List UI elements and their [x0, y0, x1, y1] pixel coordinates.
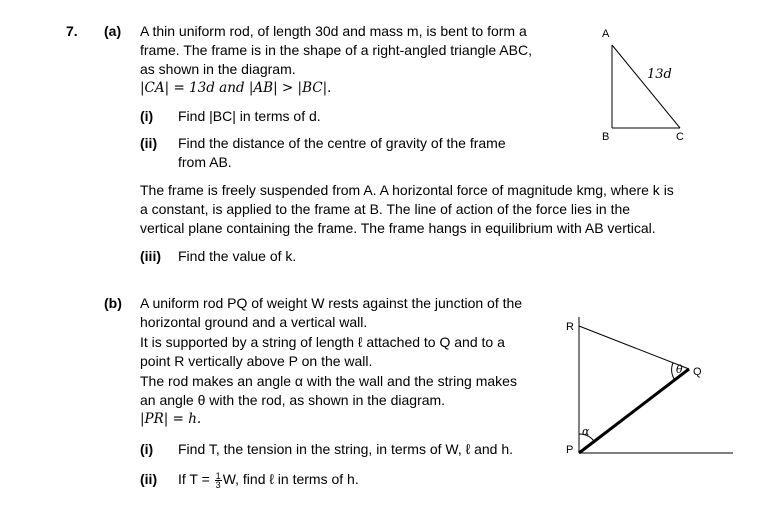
part-a-intro-line-4: |CA| = 13d and |AB| > |BC|.: [140, 80, 332, 96]
part-b-intro-line-2: horizontal ground and a vertical wall.: [140, 314, 368, 330]
part-a-intro-line-1: A thin uniform rod, of length 30d and mass m, is bent to form a: [140, 23, 527, 39]
angle-theta-label: θ: [676, 363, 683, 376]
part-b-ii-suffix: W, find ℓ in terms of h.: [222, 471, 359, 487]
point-p-label: P: [566, 444, 574, 456]
point-q-label: Q: [693, 366, 702, 378]
part-a-label: (a): [104, 23, 122, 39]
question-number: 7.: [66, 23, 78, 39]
part-b-intro-line-7: |PR| = h.: [140, 411, 202, 427]
part-b-ii-label: (ii): [140, 471, 158, 487]
rod-pq: [579, 369, 689, 453]
part-b-ii-prefix: If T =: [178, 471, 214, 487]
point-r-label: R: [566, 321, 574, 333]
side-ca: [612, 45, 680, 128]
triangle-diagram: [612, 45, 680, 128]
part-b-intro-line-3: It is supported by a string of length ℓ attached to Q and to a: [140, 334, 505, 350]
part-a-iii-label: (iii): [140, 248, 161, 264]
part-b-i-text: Find T, the tension in the string, in terms of W, ℓ and h.: [178, 441, 513, 457]
part-b-intro-line-1: A uniform rod PQ of weight W rests against the junction of the: [140, 295, 523, 311]
part-a-i-label: (i): [140, 108, 154, 124]
vertex-a-label: A: [602, 28, 610, 40]
part-b-i-label: (i): [140, 441, 154, 457]
hypotenuse-length-label: 13d: [647, 67, 672, 82]
fraction-denominator: 3: [215, 479, 221, 490]
string-rq: [579, 326, 689, 369]
part-b-label: (b): [104, 295, 122, 311]
part-a-iii-text: Find the value of k.: [178, 248, 297, 264]
part-a-para-line-3: vertical plane containing the frame. The frame hangs in equilibrium with AB vertical.: [140, 220, 656, 236]
part-a-ii-line-2: from AB.: [178, 154, 232, 170]
vertex-b-label: B: [602, 131, 610, 143]
vertex-c-label: C: [676, 131, 684, 143]
wall-rod-diagram: [579, 317, 733, 453]
part-a-intro-line-2: frame. The frame is in the shape of a right-angled triangle ABC,: [140, 42, 532, 58]
theta-arc: [672, 363, 675, 380]
part-a-para-line-2: a constant, is applied to the frame at B. The line of action of the force lies in the: [140, 201, 631, 217]
part-a-ii-line-1: Find the distance of the centre of gravity of the frame: [178, 135, 506, 151]
part-b-intro-line-6: an angle θ with the rod, as shown in the diagram.: [140, 392, 446, 408]
part-a-para-line-1: The frame is freely suspended from A. A horizontal force of magnitude kmg, where k is: [140, 182, 674, 198]
fraction-numerator: 1: [215, 470, 221, 481]
part-a-ii-label: (ii): [140, 135, 158, 151]
part-a-intro-line-3: as shown in the diagram.: [140, 61, 296, 77]
angle-alpha-label: α: [582, 425, 590, 438]
part-b-intro-line-4: point R vertically above P on the wall.: [140, 353, 373, 369]
part-b-intro-line-5: The rod makes an angle α with the wall and the string makes: [140, 373, 517, 389]
part-a-i-text: Find |BC| in terms of d.: [178, 108, 321, 124]
